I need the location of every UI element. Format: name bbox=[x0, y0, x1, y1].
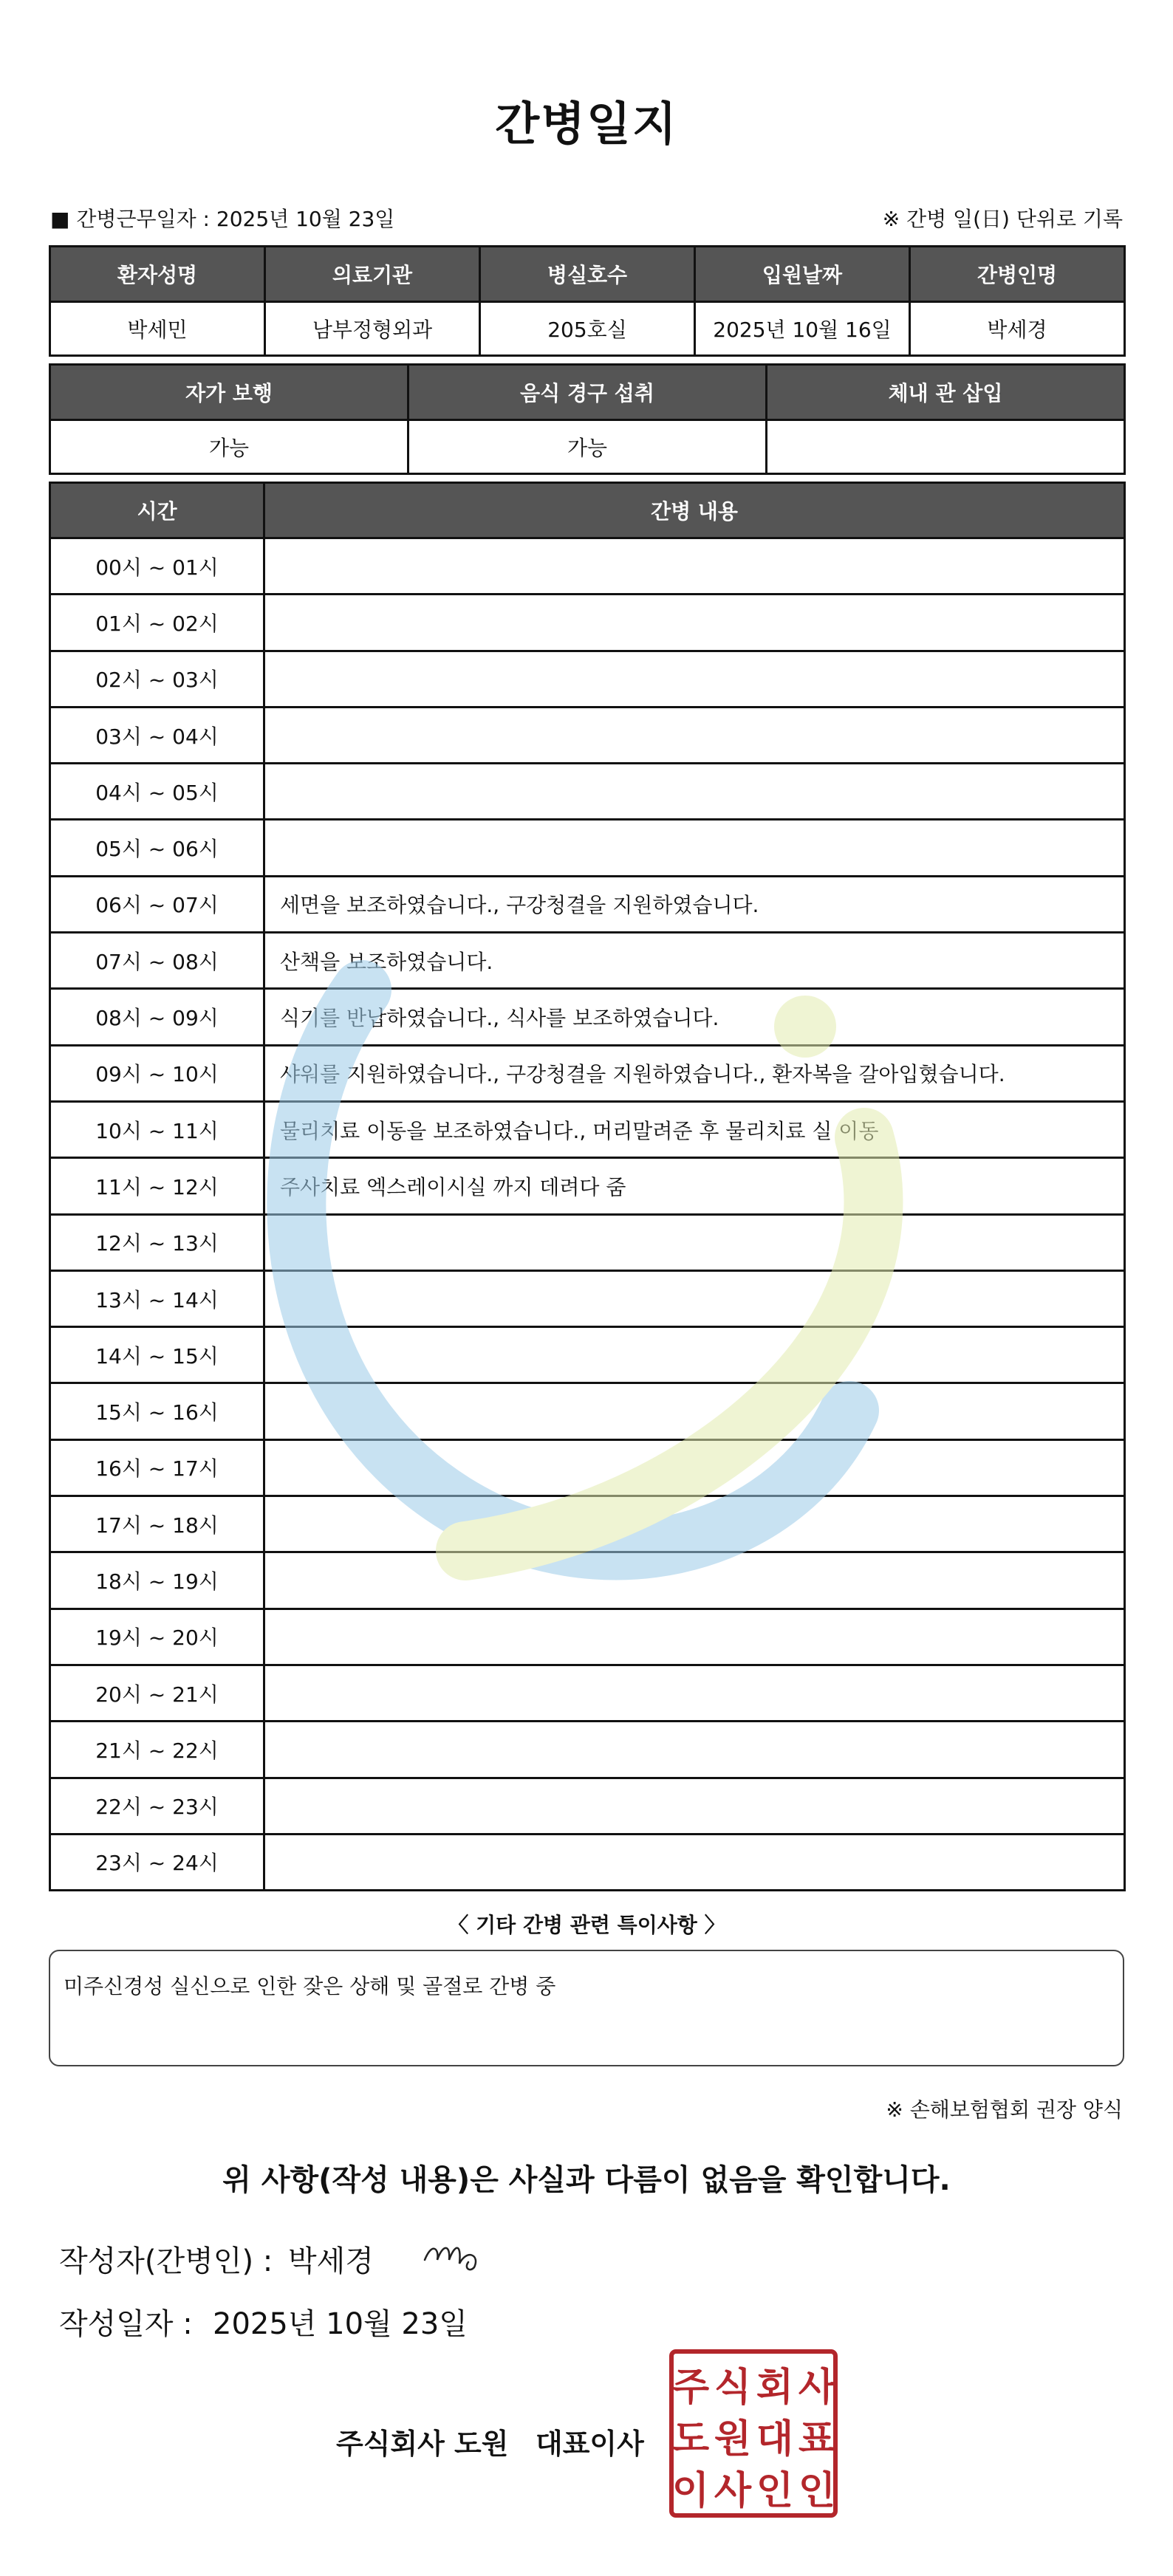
seal-char: 대 bbox=[756, 2417, 794, 2462]
table-row bbox=[50, 1665, 1125, 1721]
care-content: 샤워를 지원하였습니다., 구강청결을 지원하였습니다., 환자복을 갈아입혔습니다. bbox=[264, 1045, 1125, 1101]
patient-info-table bbox=[49, 245, 1126, 357]
care-content bbox=[264, 1665, 1125, 1721]
page-title: 간병일지 bbox=[495, 97, 678, 151]
care-content bbox=[264, 1722, 1125, 1778]
care-content bbox=[264, 764, 1125, 820]
written-date-value: 2025년 10월 23일 bbox=[213, 2307, 468, 2341]
time-slot: 10시 ~ 11시 bbox=[50, 1101, 264, 1157]
seal-char: 사 bbox=[714, 2469, 752, 2513]
seal-char: 도 bbox=[671, 2417, 710, 2462]
seal-char: 표 bbox=[798, 2417, 836, 2462]
table-row bbox=[50, 876, 1125, 932]
header-tube: 체내 관 삽입 bbox=[767, 365, 1125, 420]
time-slot: 19시 ~ 20시 bbox=[50, 1609, 264, 1665]
work-date: ■ 간병근무일자 : 2025년 10월 23일 bbox=[50, 207, 395, 231]
caregiver-name: 박세경 bbox=[910, 302, 1125, 356]
status-table bbox=[49, 363, 1126, 475]
tube-value bbox=[767, 420, 1125, 474]
care-content bbox=[264, 1778, 1125, 1834]
company-name: 주식회사 도원 bbox=[336, 2428, 509, 2460]
unit-note: ※ 간병 일(日) 단위로 기록 bbox=[882, 207, 1123, 231]
time-slot: 15시 ~ 16시 bbox=[50, 1383, 264, 1439]
table-row bbox=[50, 820, 1125, 876]
header-oral-intake: 음식 경구 섭취 bbox=[408, 365, 767, 420]
header-patient-name: 환자성명 bbox=[50, 247, 265, 302]
time-slot: 13시 ~ 14시 bbox=[50, 1270, 264, 1326]
care-content: 산책을 보조하였습니다. bbox=[264, 933, 1125, 989]
care-content bbox=[264, 1834, 1125, 1890]
time-slot: 14시 ~ 15시 bbox=[50, 1327, 264, 1383]
table-row bbox=[50, 764, 1125, 820]
care-content bbox=[264, 595, 1125, 651]
table-row bbox=[50, 595, 1125, 651]
room-number: 205호실 bbox=[480, 302, 695, 356]
time-slot: 20시 ~ 21시 bbox=[50, 1665, 264, 1721]
author-label: 작성자(간병인) : bbox=[59, 2244, 273, 2278]
written-date-label: 작성일자 : bbox=[59, 2307, 193, 2341]
time-slot: 12시 ~ 13시 bbox=[50, 1214, 264, 1270]
hospital: 남부정형외과 bbox=[265, 302, 480, 356]
table-row bbox=[50, 1722, 1125, 1778]
company-seal bbox=[668, 2349, 838, 2518]
confirmation-statement: 위 사항(작성 내용)은 사실과 다름이 없음을 확인합니다. bbox=[222, 2163, 951, 2197]
header-hospital: 의료기관 bbox=[265, 247, 480, 302]
time-slot: 09시 ~ 10시 bbox=[50, 1045, 264, 1101]
seal-char: 이 bbox=[671, 2469, 710, 2513]
signature-icon bbox=[421, 2234, 488, 2278]
notes-title: 〈 기타 간병 관련 특이사항 〉 bbox=[448, 1913, 725, 1937]
time-slot: 17시 ~ 18시 bbox=[50, 1496, 264, 1552]
time-slot: 16시 ~ 17시 bbox=[50, 1439, 264, 1496]
time-slot: 11시 ~ 12시 bbox=[50, 1158, 264, 1214]
time-slot: 18시 ~ 19시 bbox=[50, 1552, 264, 1609]
care-content bbox=[264, 651, 1125, 707]
form-note: ※ 손해보험협회 권장 양식 bbox=[886, 2097, 1123, 2122]
time-slot: 21시 ~ 22시 bbox=[50, 1722, 264, 1778]
care-content: 주사치료 엑스레이시실 까지 데려다 줌 bbox=[264, 1158, 1125, 1214]
header-walking: 자가 보행 bbox=[50, 365, 408, 420]
seal-char: 인 bbox=[756, 2469, 794, 2513]
seal-char: 주 bbox=[671, 2366, 710, 2410]
seal-char: 인 bbox=[798, 2469, 836, 2513]
header-care-content: 간병 내용 bbox=[264, 483, 1125, 538]
header-caregiver: 간병인명 bbox=[910, 247, 1125, 302]
ceo-label: 대표이사 bbox=[536, 2428, 644, 2460]
table-row bbox=[50, 1778, 1125, 1834]
watermark-logo bbox=[244, 960, 923, 1625]
oral-intake-value: 가능 bbox=[408, 420, 767, 474]
header-admission-date: 입원날짜 bbox=[695, 247, 910, 302]
table-row bbox=[50, 651, 1125, 707]
care-content: 식기를 반납하였습니다., 식사를 보조하였습니다. bbox=[264, 989, 1125, 1045]
time-slot: 03시 ~ 04시 bbox=[50, 707, 264, 763]
time-slot: 01시 ~ 02시 bbox=[50, 595, 264, 651]
care-content bbox=[264, 707, 1125, 763]
seal-char: 식 bbox=[714, 2366, 752, 2410]
notes-text: 미주신경성 실신으로 인한 잦은 상해 및 골절로 간병 중 bbox=[64, 1974, 556, 1998]
patient-name: 박세민 bbox=[50, 302, 265, 356]
header-room: 병실호수 bbox=[480, 247, 695, 302]
time-slot: 05시 ~ 06시 bbox=[50, 820, 264, 876]
seal-char: 원 bbox=[714, 2417, 752, 2462]
walking-value: 가능 bbox=[50, 420, 408, 474]
table-row bbox=[50, 538, 1125, 595]
seal-char: 회 bbox=[756, 2366, 794, 2410]
care-content: 세면을 보조하였습니다., 구강청결을 지원하였습니다. bbox=[264, 876, 1125, 932]
time-slot: 04시 ~ 05시 bbox=[50, 764, 264, 820]
header-time: 시간 bbox=[50, 483, 264, 538]
time-slot: 00시 ~ 01시 bbox=[50, 538, 264, 595]
admission-date: 2025년 10월 16일 bbox=[695, 302, 910, 356]
care-content: 물리치료 이동을 보조하였습니다., 머리말려준 후 물리치료 실 이동 bbox=[264, 1101, 1125, 1157]
time-slot: 08시 ~ 09시 bbox=[50, 989, 264, 1045]
table-row bbox=[50, 1834, 1125, 1890]
time-slot: 23시 ~ 24시 bbox=[50, 1834, 264, 1890]
time-slot: 22시 ~ 23시 bbox=[50, 1778, 264, 1834]
time-slot: 06시 ~ 07시 bbox=[50, 876, 264, 932]
seal-char: 사 bbox=[798, 2366, 836, 2410]
table-row bbox=[50, 707, 1125, 763]
author-name: 박세경 bbox=[288, 2244, 374, 2278]
time-slot: 02시 ~ 03시 bbox=[50, 651, 264, 707]
care-content bbox=[264, 538, 1125, 595]
notes-box bbox=[49, 1950, 1124, 2066]
care-content bbox=[264, 820, 1125, 876]
time-slot: 07시 ~ 08시 bbox=[50, 933, 264, 989]
